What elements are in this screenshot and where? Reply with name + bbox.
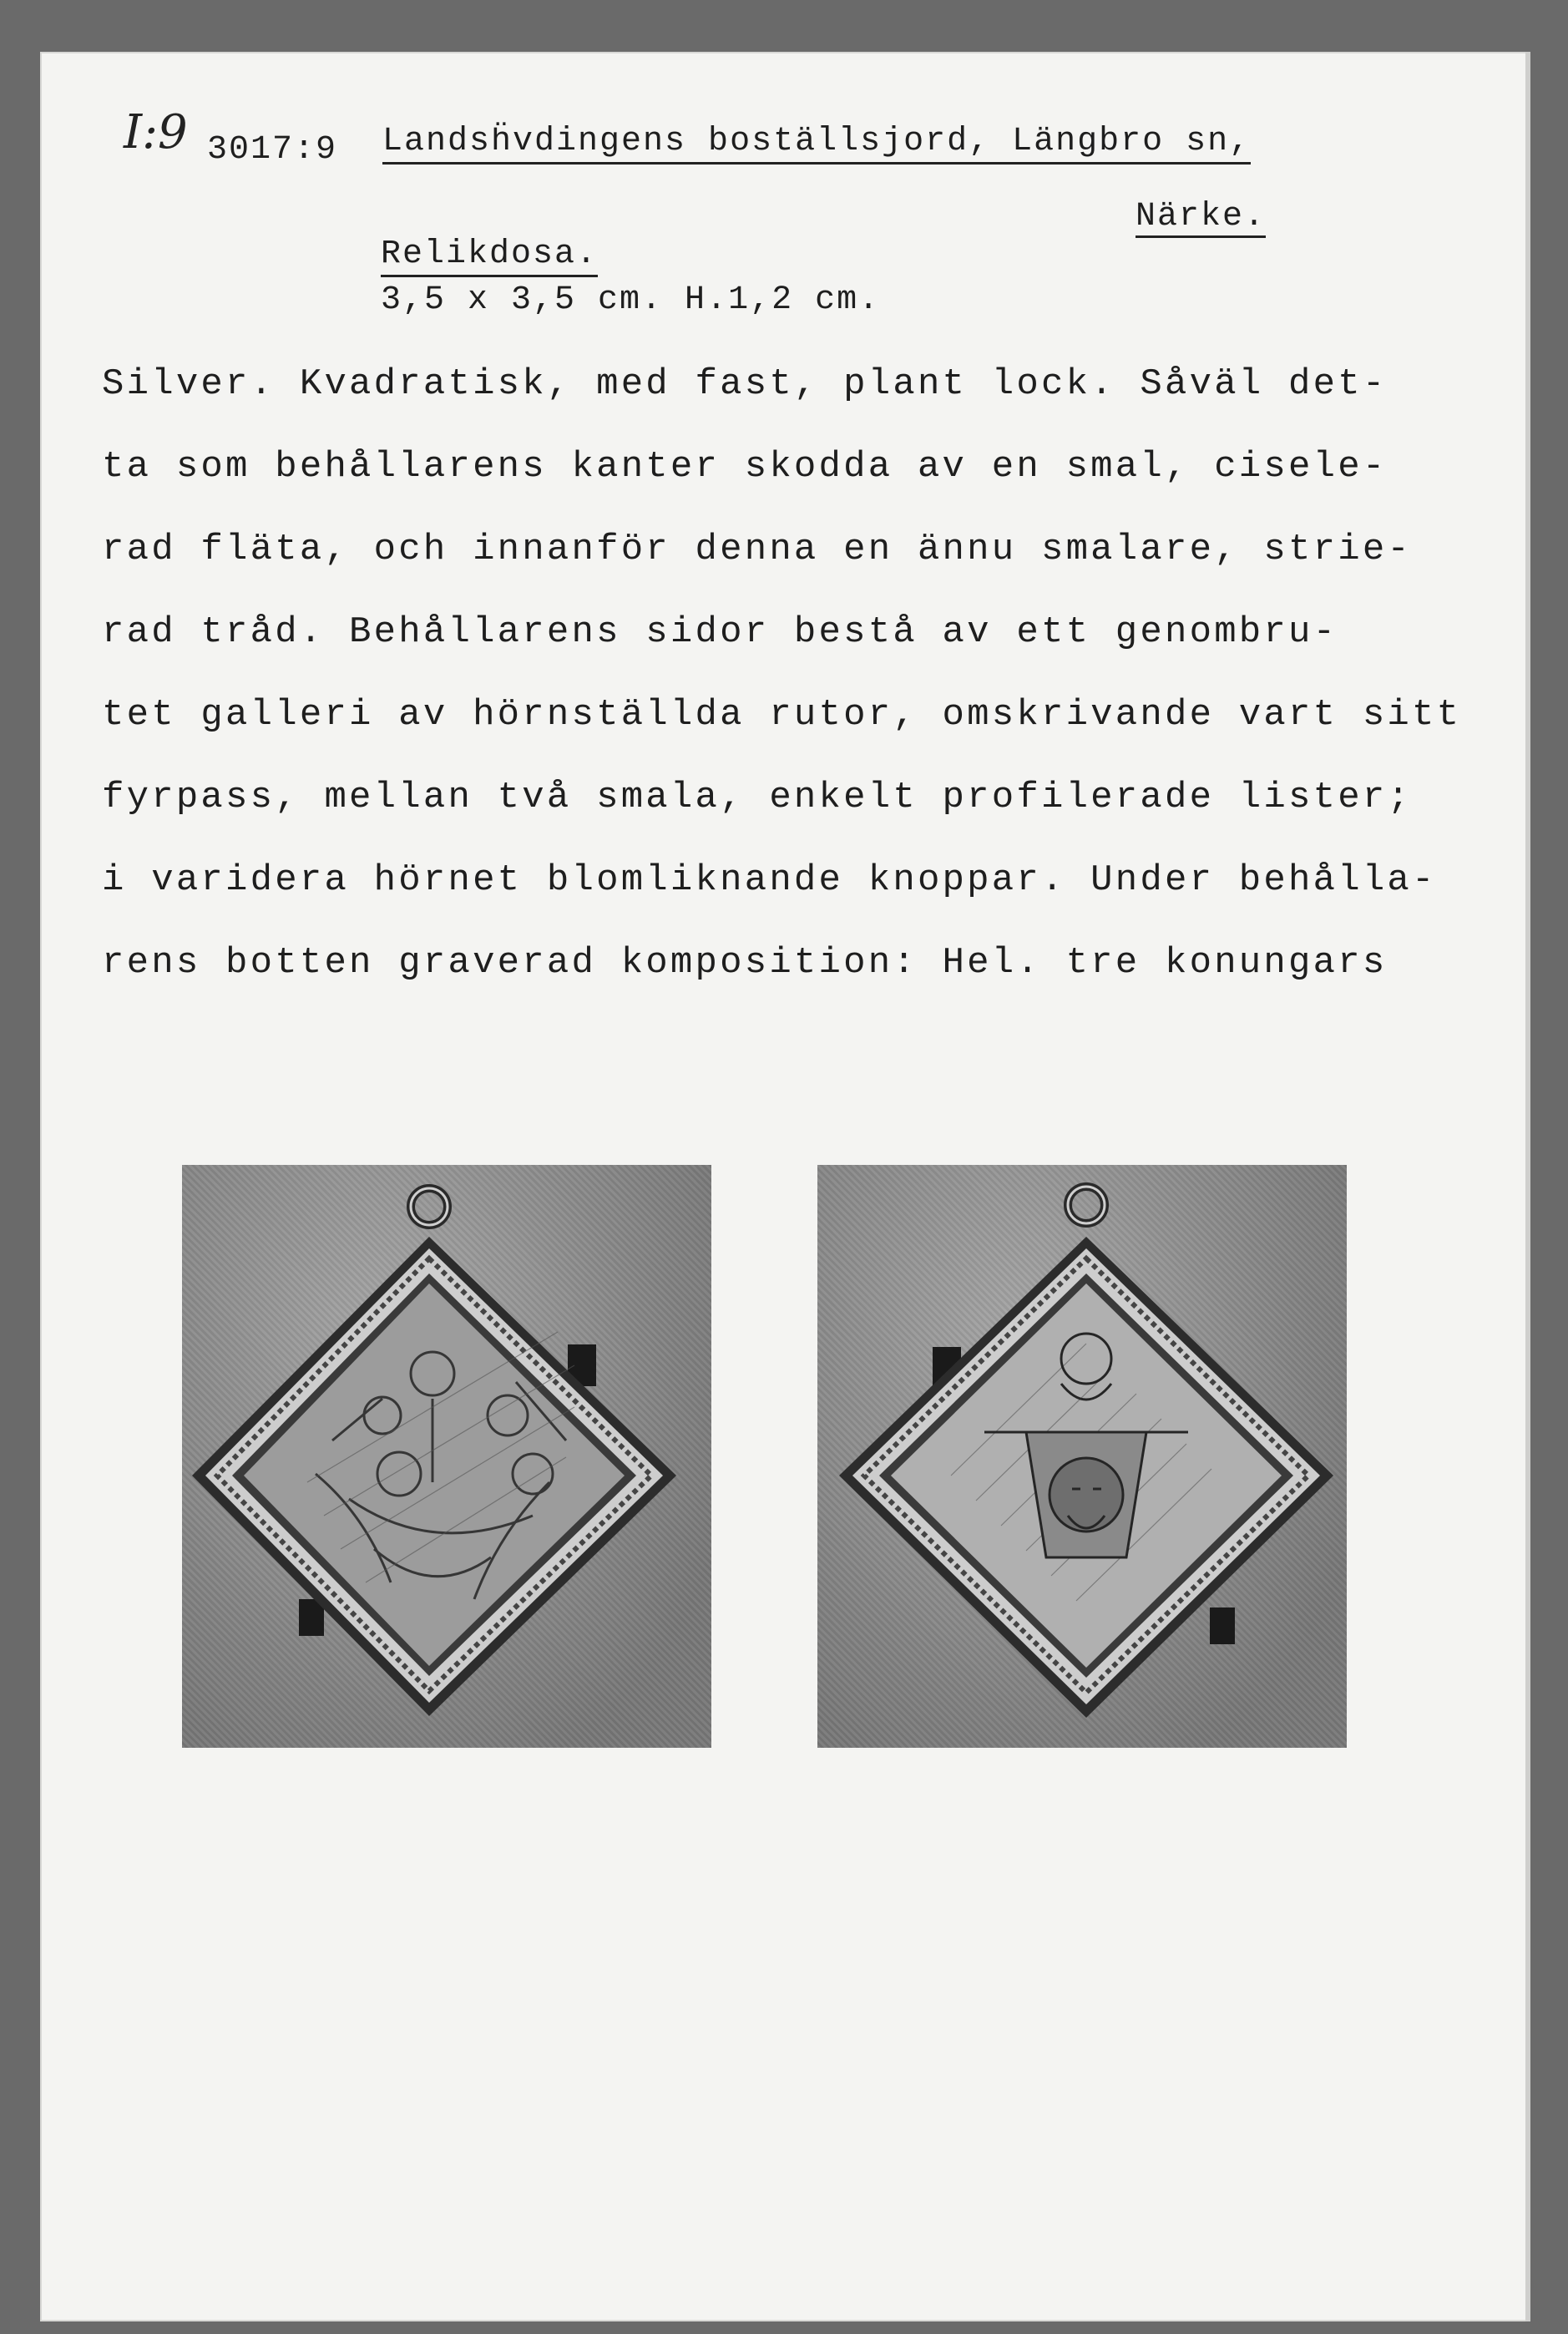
description-line-8: rens botten graverad komposition: Hel. tre konungars bbox=[102, 942, 1388, 984]
reliquary-front-photo bbox=[182, 1165, 711, 1748]
description-line-3: rad fläta, och innanför denna en ännu smalare, strie- bbox=[102, 529, 1413, 570]
dimensions: 3,5 x 3,5 cm. H.1,2 cm. bbox=[381, 281, 881, 319]
catalog-number: 3017:9 bbox=[207, 131, 338, 169]
description-line-4: rad tråd. Behållarens sidor bestå av ett genombru- bbox=[102, 611, 1338, 653]
description-line-7: i varidera hörnet blomliknande knoppar. Under behålla- bbox=[102, 859, 1437, 901]
description-line-1: Silver. Kvadratisk, med fast, plant lock. Såväl det- bbox=[102, 363, 1388, 405]
object-title: Relikdosa. bbox=[381, 238, 598, 277]
reliquary-back-photo bbox=[817, 1165, 1347, 1748]
description-line-6: fyrpass, mellan två smala, enkelt profilerade lister; bbox=[102, 777, 1413, 818]
location-line-1: Landsḧvdingens boställsjord, Längbro sn, bbox=[382, 125, 1251, 165]
description-line-2: ta som behållarens kanter skodda av en smal, cisele- bbox=[102, 446, 1388, 488]
description-line-5: tet galleri av hörnställda rutor, omskrivande vart sitt bbox=[102, 694, 1462, 736]
reliquary-back-drawing bbox=[817, 1165, 1347, 1748]
location-line-2: Närke. bbox=[1136, 200, 1266, 238]
handwritten-reference: I:9 bbox=[124, 105, 188, 159]
reliquary-front-drawing bbox=[182, 1165, 711, 1748]
catalog-card bbox=[40, 52, 1530, 2321]
